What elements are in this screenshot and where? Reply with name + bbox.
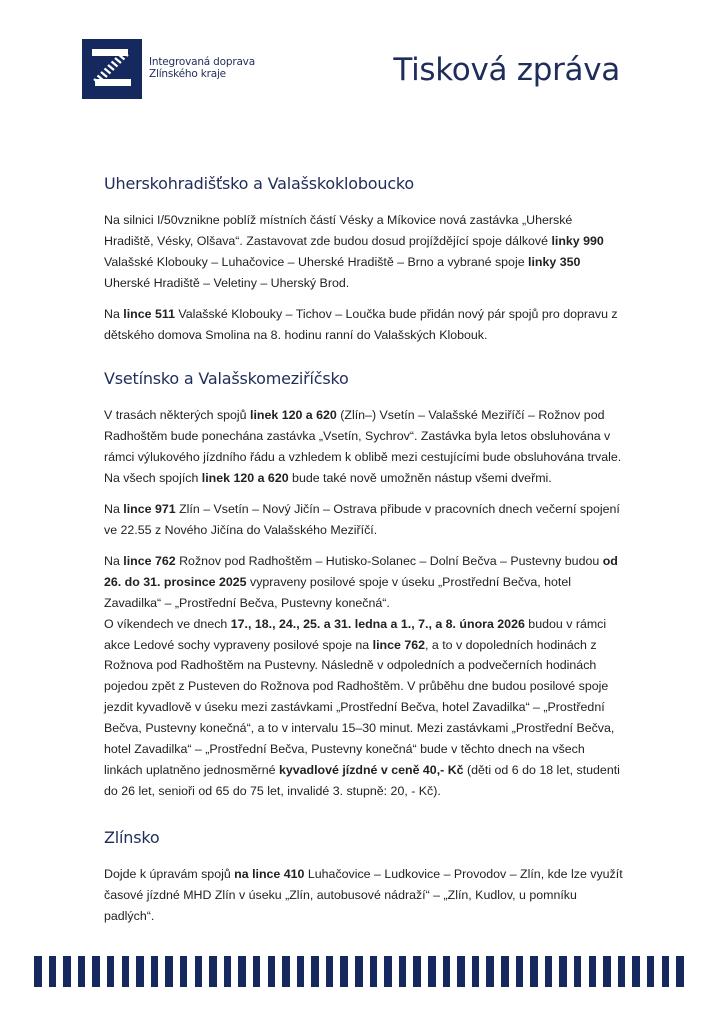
text-run: (děti od 6 do 18 let, studenti do 26 let, senioři od 65 do 75 let, invalidé 3. stupně: 20, - Kč). bbox=[104, 762, 620, 798]
text-run: Na všech spojích bbox=[104, 471, 202, 486]
stripe bbox=[253, 956, 261, 987]
text-run: bude také nově umožněn nástup všemi dveřmi. bbox=[288, 471, 552, 486]
stripe bbox=[268, 956, 276, 987]
press-release-body bbox=[104, 172, 624, 936]
emphasis-text: lince 762 bbox=[123, 553, 176, 568]
stripe bbox=[34, 956, 42, 987]
text-run: V trasách některých spojů bbox=[104, 408, 251, 423]
emphasis-text: lince 511 bbox=[123, 306, 175, 321]
stripe bbox=[516, 956, 524, 987]
emphasis-text: 17., 18., 24., 25. a 31. ledna a 1., 7., a 8. února 2026 bbox=[230, 616, 525, 631]
text-run: Luhačovice – Ludkovice – Provodov – Zlín, kde lze využít časové jízdné MHD Zlín v úseku „Zlín, autobusové nádraží“ – „Zlín, Kudlov, u pomníku padlých“. bbox=[104, 866, 623, 923]
emphasis-text: linek 120 a 620 bbox=[201, 471, 289, 486]
stripe bbox=[209, 956, 217, 987]
stripe bbox=[384, 956, 392, 987]
stripe bbox=[428, 956, 436, 987]
footer-stripe-decoration bbox=[34, 956, 694, 987]
emphasis-text: na lince 410 bbox=[234, 866, 305, 881]
stripe bbox=[662, 956, 670, 987]
text-run: Zlín – Vsetín – Nový Jičín – Ostrava přibude v pracovních dnech večerní spojení ve 22.55 z Nového Jičína do Valašského Meziříčí. bbox=[104, 502, 620, 537]
stripe bbox=[530, 956, 538, 987]
section bbox=[104, 826, 624, 927]
stripe bbox=[647, 956, 655, 987]
stripe bbox=[545, 956, 553, 987]
stripe bbox=[238, 956, 246, 987]
text-run: Na bbox=[104, 502, 124, 517]
stripe bbox=[399, 956, 407, 987]
logo-text bbox=[149, 56, 255, 80]
stripe bbox=[472, 956, 480, 987]
paragraph bbox=[104, 499, 624, 541]
paragraph bbox=[104, 405, 624, 489]
stripe bbox=[224, 956, 232, 987]
stripe bbox=[282, 956, 290, 987]
logo-line-1: Integrovaná doprava bbox=[149, 56, 255, 68]
stripe bbox=[78, 956, 86, 987]
emphasis-text: lince 971 bbox=[123, 502, 176, 517]
stripe bbox=[151, 956, 159, 987]
emphasis-text: kyvadlové jízdné v ceně 40,- Kč bbox=[278, 762, 464, 777]
text-run: vypraveny posilové spoje v úseku „Prostřední Bečva, hotel Zavadilka“ – „Prostřední Bečva, Pustevny konečná“. bbox=[104, 574, 571, 610]
section-heading: Uherskohradišťsko a Valašskokloboucko bbox=[104, 174, 415, 193]
stripe bbox=[122, 956, 130, 987]
emphasis-text: lince 762 bbox=[372, 637, 425, 652]
stripe bbox=[355, 956, 363, 987]
stripe bbox=[370, 956, 378, 987]
logo-line-2: Zlínského kraje bbox=[149, 68, 226, 80]
emphasis-text: linek 120 a 620 bbox=[250, 408, 337, 423]
document-title: Tisková zpráva bbox=[393, 52, 620, 88]
text-run: (Zlín–) Vsetín – Valašské Meziříčí – Rožnov pod Radhoštěm bude ponechána zastávka „Vsetín, Sychrov“. Zastávka byla letos obsluhována v rámci výlukového jízdního řádu a vzhledem k oblibě mezi cestujícími bude obsluhována trvale. bbox=[104, 408, 622, 465]
section-heading: Vsetínsko a Valašskomeziříčsko bbox=[104, 369, 349, 389]
section-heading: Zlínsko bbox=[104, 827, 160, 847]
paragraph bbox=[104, 551, 624, 802]
paragraph bbox=[104, 304, 624, 346]
text-run: Na bbox=[104, 306, 124, 321]
stripe bbox=[63, 956, 71, 987]
stripe bbox=[311, 956, 319, 987]
stripe bbox=[326, 956, 334, 987]
emphasis-text: linky 990 bbox=[551, 233, 604, 248]
stripe bbox=[486, 956, 494, 987]
stripe bbox=[618, 956, 626, 987]
stripe bbox=[413, 956, 421, 987]
stripe bbox=[49, 956, 57, 987]
text-run: Dojde k úpravám spojů bbox=[104, 866, 235, 881]
text-run: Rožnov pod Radhoštěm – Hutisko-Solanec – Dolní Bečva – Pustevny budou bbox=[175, 553, 603, 568]
stripe bbox=[297, 956, 305, 987]
stripe bbox=[676, 956, 684, 987]
stripe bbox=[589, 956, 597, 987]
text-run: Na bbox=[104, 553, 124, 568]
stripe bbox=[632, 956, 640, 987]
stripe bbox=[559, 956, 567, 987]
text-run: Valašské Klobouky – Tichov – Loučka bude přidán nový pár spojů pro dopravu z dětského domova Smolina na 8. hodinu ranní do Valašských Klobouk. bbox=[104, 306, 618, 342]
stripe bbox=[340, 956, 348, 987]
emphasis-text: linky 350 bbox=[528, 254, 581, 269]
stripe bbox=[136, 956, 144, 987]
text-run: Valašské Klobouky – Luhačovice – Uherské Hradiště – Brno a vybrané spoje bbox=[104, 254, 529, 269]
stripe bbox=[501, 956, 509, 987]
emphasis-text: od 26. do 31. prosince 2025 bbox=[104, 553, 618, 589]
stripe bbox=[574, 956, 582, 987]
stripe bbox=[165, 956, 173, 987]
text-run: Uherské Hradiště – Veletiny – Uherský Brod. bbox=[104, 275, 350, 290]
section bbox=[104, 367, 624, 801]
stripe bbox=[92, 956, 100, 987]
stripe bbox=[443, 956, 451, 987]
stripe bbox=[457, 956, 465, 987]
paragraph bbox=[104, 864, 624, 927]
stripe bbox=[180, 956, 188, 987]
ids-zk-logo-icon bbox=[82, 39, 142, 99]
text-run: Na silnici I/50vznikne poblíž místních částí Vésky a Míkovice nová zastávka „Uherské Hradiště, Vésky, Olšava“. Zastavovat zde budou dosud projíždějící spoje dálkové bbox=[104, 213, 573, 248]
stripe bbox=[603, 956, 611, 987]
paragraph bbox=[104, 210, 624, 294]
text-run: O víkendech ve dnech bbox=[104, 616, 231, 631]
stripe bbox=[107, 956, 115, 987]
section bbox=[104, 172, 624, 345]
text-run: budou v rámci akce Ledové sochy vypraveny posilové spoje na bbox=[104, 616, 607, 652]
stripe bbox=[195, 956, 203, 987]
text-run: , a to v dopoledních hodinách z Rožnova pod Radhoštěm na Pustevny. Následně v odpoledních a podvečerních hodinách pojedou zpět z Pusteven do Rožnova pod Radhoštěm. V průběhu dne budou posilové spoje jezdit kyvadlově v úseku mezi zastávkami „Prostřední Bečva, hotel Zavadilka“ – „Prostřední Bečva, Pustevny konečná“, a to v intervalu 15–30 minut. Mezi zastávkami „Prostřední Bečva, hotel Zavadilka“ – „Prostřední Bečva, Pustevny konečná“ bude v těchto dnech na všech linkách uplatněno jednosměrné bbox=[104, 637, 615, 777]
